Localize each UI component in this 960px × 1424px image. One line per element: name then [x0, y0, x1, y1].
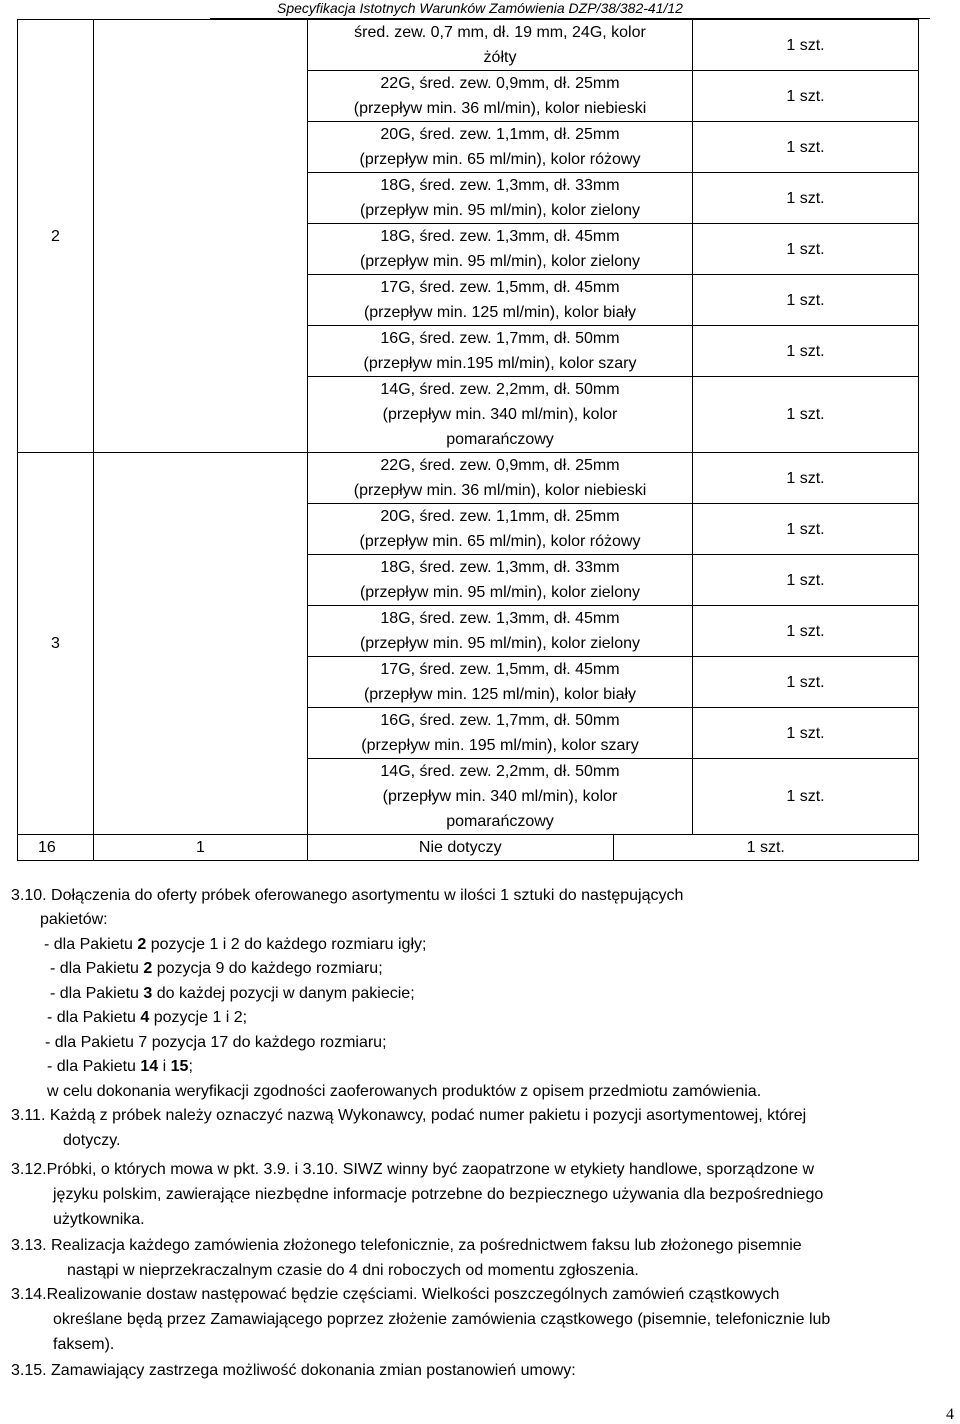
list-item	[47, 1055, 193, 1080]
description-line: (przepływ min. 340 ml/min), kolor	[382, 788, 618, 805]
lp-cell: 3	[18, 453, 94, 835]
paragraph-3-15: 3.15. Zamawiający zastrzega możliwość dokonania zmian postanowień umowy:	[11, 1362, 576, 1379]
description-cell	[308, 173, 693, 224]
package-number: 15	[170, 1058, 189, 1075]
list-item	[44, 933, 426, 958]
position-cell	[94, 20, 308, 453]
list-item-text: - dla Pakietu	[47, 1009, 141, 1026]
quantity-cell: 1 szt.	[693, 657, 919, 708]
description-cell	[308, 708, 693, 759]
description-cell	[308, 20, 693, 71]
position-cell	[94, 453, 308, 835]
table-row	[308, 708, 918, 759]
group-3-items	[308, 453, 919, 835]
quantity-cell: 1 szt.	[693, 224, 919, 275]
paragraph-3-11: 3.11. Każdą z próbek należy oznaczyć nazwą Wykonawcy, podać numer pakietu i pozycji asortymentowej, której	[11, 1107, 807, 1124]
paragraph-3-12-cont: użytkownika.	[53, 1211, 145, 1228]
description-cell	[308, 224, 693, 275]
table-row	[308, 224, 918, 275]
document-header: Specyfikacja Istotnych Warunków Zamówienia DZP/38/382-41/12	[277, 0, 683, 16]
paragraph-3-13: 3.13. Realizacja każdego zamówienia złożonego telefonicznie, za pośrednictwem faksu lub złożonego pisemnie	[11, 1237, 802, 1254]
paragraph-3-11-cont: dotyczy.	[63, 1132, 121, 1149]
table-row-group-3	[18, 453, 919, 835]
package-number: 4	[140, 1009, 150, 1026]
description-line: 20G, śred. zew. 1,1mm, dł. 25mm	[380, 508, 620, 525]
description-line: (przepływ min. 95 ml/min), kolor zielony	[359, 253, 641, 270]
description-line: (przepływ min. 95 ml/min), kolor zielony	[359, 584, 641, 601]
table-row	[308, 71, 918, 122]
table-row	[308, 275, 918, 326]
table-row	[308, 759, 918, 835]
table-row	[308, 606, 918, 657]
description-line: (przepływ min. 95 ml/min), kolor zielony	[359, 202, 641, 219]
list-item	[50, 982, 415, 1007]
paragraph-3-14: 3.14.Realizowanie dostaw następować będzie częściami. Wielkości poszczególnych zamówień cząstkowych	[11, 1286, 780, 1303]
table-row	[308, 657, 918, 708]
description-line: 14G, śred. zew. 2,2mm, dł. 50mm	[380, 763, 620, 780]
table-row	[308, 122, 918, 173]
paragraph-3-10: 3.10. Dołączenia do oferty próbek oferowanego asortymentu w ilości 1 sztuki do następujących	[11, 887, 684, 904]
description-line: 16G, śred. zew. 1,7mm, dł. 50mm	[380, 330, 620, 347]
description-line: (przepływ min. 65 ml/min), kolor różowy	[359, 533, 641, 550]
description-line: 18G, śred. zew. 1,3mm, dł. 45mm	[380, 610, 620, 627]
paragraph-3-13-cont: nastąpi w nieprzekraczalnym czasie do 4 dni roboczych od momentu zgłoszenia.	[67, 1262, 639, 1279]
list-item-text: pozycje 1 i 2;	[149, 1009, 248, 1026]
paragraph-3-10-cont: pakietów:	[40, 911, 108, 928]
description-line: (przepływ min. 95 ml/min), kolor zielony	[359, 635, 641, 652]
description-line: żółty	[483, 49, 517, 66]
description-line: 17G, śred. zew. 1,5mm, dł. 45mm	[380, 661, 620, 678]
quantity-cell: 1 szt.	[693, 71, 919, 122]
list-item-text: - dla Pakietu	[47, 1058, 141, 1075]
quantity-cell: 1 szt.	[693, 326, 919, 377]
paragraph-3-14-cont: faksem).	[53, 1336, 115, 1353]
list-item-text: i	[158, 1058, 171, 1075]
paragraph-3-14-cont: określane będą przez Zamawiającego poprzez złożenie zamówienia cząstkowego (pisemnie, telefonicznie lub	[53, 1311, 831, 1328]
description-line: 16G, śred. zew. 1,7mm, dł. 50mm	[380, 712, 620, 729]
group-2-items	[308, 20, 919, 453]
group-3-items-table	[308, 453, 918, 834]
specification-table	[17, 19, 919, 861]
description-line: śred. zew. 0,7 mm, dł. 19 mm, 24G, kolor	[354, 24, 646, 41]
package-number: 2	[143, 960, 153, 977]
group-2-items-table	[308, 20, 918, 452]
package-number: 3	[143, 985, 153, 1002]
description-line: 18G, śred. zew. 1,3mm, dł. 45mm	[380, 228, 620, 245]
description-cell	[308, 606, 693, 657]
description-line: (przepływ min. 65 ml/min), kolor różowy	[359, 151, 641, 168]
quantity-cell: 1 szt.	[786, 406, 825, 423]
description-line: 17G, śred. zew. 1,5mm, dł. 45mm	[380, 279, 620, 296]
table-row	[308, 504, 918, 555]
description-cell	[308, 453, 693, 504]
description-line: (przepływ min. 36 ml/min), kolor niebieski	[353, 482, 647, 499]
list-item-text: - dla Pakietu	[44, 936, 138, 953]
description-cell	[308, 657, 693, 708]
quantity-cell: 1 szt.	[693, 708, 919, 759]
package-number: 2	[137, 936, 147, 953]
table-row	[308, 20, 918, 71]
description-line: 22G, śred. zew. 0,9mm, dł. 25mm	[380, 75, 620, 92]
description-line: (przepływ min. 125 ml/min), kolor biały	[363, 686, 637, 703]
table-row	[308, 377, 918, 453]
description-line: 18G, śred. zew. 1,3mm, dł. 33mm	[380, 559, 620, 576]
table-row	[308, 453, 918, 504]
list-item	[50, 957, 383, 982]
description-cell	[308, 122, 693, 173]
quantity-cell: 1 szt.	[693, 504, 919, 555]
description-cell	[308, 555, 693, 606]
description-cell	[308, 759, 693, 835]
description-line: 22G, śred. zew. 0,9mm, dł. 25mm	[380, 457, 620, 474]
quantity-cell: 1 szt.	[693, 275, 919, 326]
list-item	[47, 1006, 247, 1031]
description-line: (przepływ min. 340 ml/min), kolor	[382, 406, 618, 423]
package-number: 14	[140, 1058, 159, 1075]
description-line: (przepływ min.195 ml/min), kolor szary	[363, 355, 637, 372]
quantity-cell: 1 szt.	[693, 606, 919, 657]
list-item-text: do każdej pozycji w danym pakiecie;	[152, 985, 415, 1002]
description-cell: Nie dotyczy	[308, 835, 614, 861]
description-line: pomarańczowy	[446, 813, 554, 830]
quantity-cell: 1 szt.	[693, 555, 919, 606]
lp-cell: 2	[18, 20, 94, 453]
quantity-cell: 1 szt.	[693, 20, 919, 71]
list-item-text: - dla Pakietu	[50, 985, 144, 1002]
list-item-text: ;	[188, 1058, 193, 1075]
list-item-text: pozycje 1 i 2 do każdego rozmiaru igły;	[146, 936, 427, 953]
table-row	[308, 555, 918, 606]
description-line: pomarańczowy	[446, 431, 554, 448]
list-item-text: - dla Pakietu	[50, 960, 144, 977]
quantity-cell: 1 szt.	[693, 453, 919, 504]
table-row-last	[18, 835, 919, 861]
description-cell	[308, 326, 693, 377]
paragraph-3-12-cont: języku polskim, zawierające niezbędne informacje potrzebne do bezpiecznego używania dla bezpośredniego	[53, 1186, 824, 1203]
quantity-cell: 1 szt.	[786, 788, 825, 805]
quantity-cell: 1 szt.	[693, 173, 919, 224]
description-line: 20G, śred. zew. 1,1mm, dł. 25mm	[380, 126, 620, 143]
page-number: 4	[946, 1406, 954, 1423]
table-row	[308, 173, 918, 224]
description-line: (przepływ min. 195 ml/min), kolor szary	[361, 737, 639, 754]
table-row	[308, 326, 918, 377]
position-cell: 1	[94, 835, 308, 861]
description-line: 18G, śred. zew. 1,3mm, dł. 33mm	[380, 177, 620, 194]
description-cell	[308, 377, 693, 453]
description-cell	[308, 71, 693, 122]
description-line: 14G, śred. zew. 2,2mm, dł. 50mm	[380, 381, 620, 398]
description-line: (przepływ min. 36 ml/min), kolor niebieski	[353, 100, 647, 117]
description-line: (przepływ min. 125 ml/min), kolor biały	[363, 304, 637, 321]
quantity-cell: 1 szt.	[613, 835, 919, 861]
paragraph-3-12: 3.12.Próbki, o których mowa w pkt. 3.9. i 3.10. SIWZ winny być zaopatrzone w etykiety handlowe, sporządzone w	[11, 1161, 815, 1178]
table-row-group-2	[18, 20, 919, 453]
lp-cell: 16	[18, 835, 94, 861]
list-item-text: pozycja 9 do każdego rozmiaru;	[152, 960, 383, 977]
list-item: - dla Pakietu 7 pozycja 17 do każdego rozmiaru;	[45, 1034, 387, 1051]
description-cell	[308, 275, 693, 326]
description-cell	[308, 504, 693, 555]
paragraph-3-10-end: w celu dokonania weryfikacji zgodności zaoferowanych produktów z opisem przedmiotu zamówienia.	[47, 1083, 762, 1100]
quantity-cell: 1 szt.	[693, 122, 919, 173]
